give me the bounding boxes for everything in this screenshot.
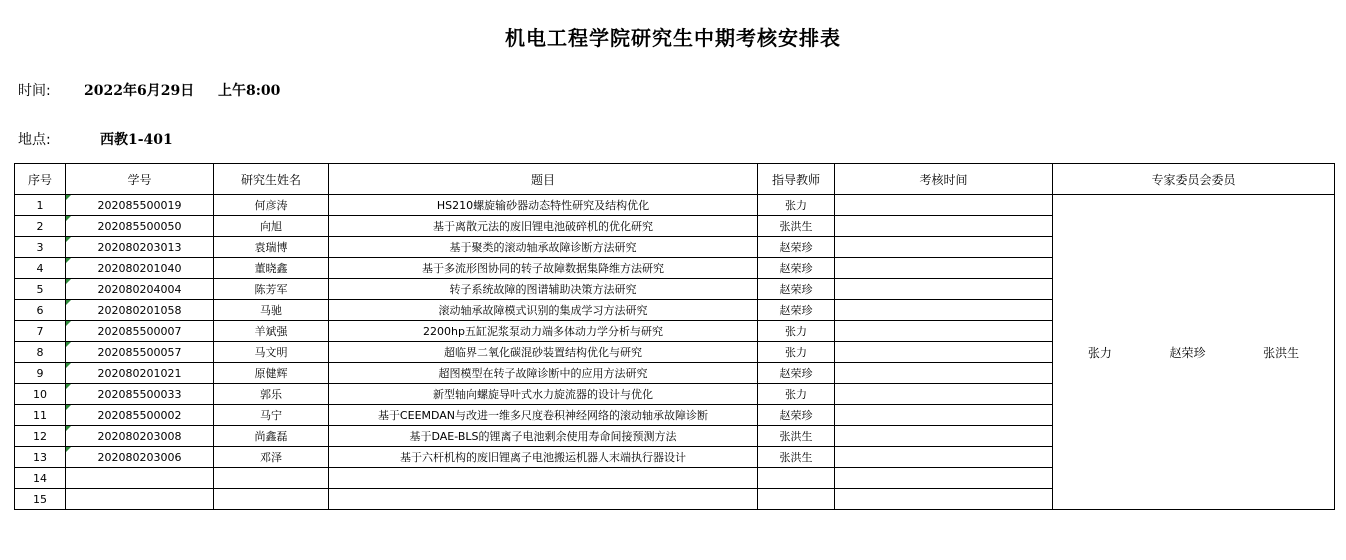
row-exam-time — [835, 363, 1053, 384]
row-advisor: 赵荣珍 — [758, 258, 835, 279]
row-index: 13 — [15, 447, 66, 468]
committee-member: 赵荣珍 — [1169, 345, 1206, 360]
row-topic — [329, 489, 758, 510]
row-exam-time — [835, 279, 1053, 300]
row-topic: 超临界二氧化碳混砂装置结构优化与研究 — [329, 342, 758, 363]
header-index: 序号 — [15, 164, 66, 195]
row-student-id: 202080204004 — [66, 279, 214, 300]
row-exam-time — [835, 384, 1053, 405]
row-student-name: 马宁 — [214, 405, 329, 426]
committee-cell — [1053, 195, 1335, 510]
row-student-id: 202080203008 — [66, 426, 214, 447]
page-title: 机电工程学院研究生中期考核安排表 — [505, 26, 841, 50]
row-student-id: 202080203006 — [66, 447, 214, 468]
row-index: 3 — [15, 237, 66, 258]
row-student-name: 原健辉 — [214, 363, 329, 384]
header-exam-time: 考核时间 — [835, 164, 1053, 195]
row-advisor: 张洪生 — [758, 447, 835, 468]
row-exam-time — [835, 300, 1053, 321]
row-index: 6 — [15, 300, 66, 321]
row-student-name: 陈芳军 — [214, 279, 329, 300]
row-index: 9 — [15, 363, 66, 384]
row-topic: 基于聚类的滚动轴承故障诊断方法研究 — [329, 237, 758, 258]
row-topic: 超图模型在转子故障诊断中的应用方法研究 — [329, 363, 758, 384]
row-student-name: 董晓鑫 — [214, 258, 329, 279]
row-index: 5 — [15, 279, 66, 300]
row-student-name: 邓泽 — [214, 447, 329, 468]
row-advisor: 赵荣珍 — [758, 300, 835, 321]
time-date: 2022年6月29日 — [84, 83, 195, 99]
place-line — [0, 129, 400, 149]
header-topic: 题目 — [329, 164, 758, 195]
row-index: 14 — [15, 468, 66, 489]
row-index: 4 — [15, 258, 66, 279]
row-topic: 基于CEEMDAN与改进一维多尺度卷积神经网络的滚动轴承故障诊断 — [329, 405, 758, 426]
row-topic — [329, 468, 758, 489]
row-topic: HS210螺旋输砂器动态特性研究及结构优化 — [329, 195, 758, 216]
row-topic: 基于多流形图协同的转子故障数据集降维方法研究 — [329, 258, 758, 279]
row-index: 1 — [15, 195, 66, 216]
row-exam-time — [835, 426, 1053, 447]
row-advisor: 张力 — [758, 384, 835, 405]
row-index: 8 — [15, 342, 66, 363]
row-advisor: 张力 — [758, 342, 835, 363]
row-exam-time — [835, 468, 1053, 489]
row-index: 11 — [15, 405, 66, 426]
table-row — [15, 195, 1335, 216]
row-advisor — [758, 468, 835, 489]
row-student-id — [66, 489, 214, 510]
row-topic: 新型轴向螺旋导叶式水力旋流器的设计与优化 — [329, 384, 758, 405]
row-student-name: 何彦涛 — [214, 195, 329, 216]
row-student-id: 202085500057 — [66, 342, 214, 363]
row-topic: 2200hp五缸泥浆泵动力端多体动力学分析与研究 — [329, 321, 758, 342]
row-student-id: 202085500050 — [66, 216, 214, 237]
row-topic: 滚动轴承故障模式识别的集成学习方法研究 — [329, 300, 758, 321]
row-student-name: 马文明 — [214, 342, 329, 363]
row-student-id: 202080201021 — [66, 363, 214, 384]
row-student-name: 尚鑫磊 — [214, 426, 329, 447]
row-student-id: 202080201040 — [66, 258, 214, 279]
row-advisor: 赵荣珍 — [758, 279, 835, 300]
committee-member: 张力 — [1087, 345, 1112, 360]
row-student-id — [66, 468, 214, 489]
row-advisor — [758, 489, 835, 510]
place-label: 地点: — [18, 132, 51, 148]
row-student-id: 202085500007 — [66, 321, 214, 342]
row-student-id: 202085500033 — [66, 384, 214, 405]
time-label: 时间: — [18, 83, 51, 99]
row-student-name: 马驰 — [214, 300, 329, 321]
row-topic: 基于DAE-BLS的锂离子电池剩余使用寿命间接预测方法 — [329, 426, 758, 447]
row-advisor: 张洪生 — [758, 426, 835, 447]
row-student-id: 202085500019 — [66, 195, 214, 216]
row-index: 2 — [15, 216, 66, 237]
row-student-id: 202080203013 — [66, 237, 214, 258]
header-advisor: 指导教师 — [758, 164, 835, 195]
row-student-name: 郭乐 — [214, 384, 329, 405]
header-student-id: 学号 — [66, 164, 214, 195]
row-student-name — [214, 489, 329, 510]
row-student-name: 向旭 — [214, 216, 329, 237]
row-advisor: 赵荣珍 — [758, 237, 835, 258]
time-hour: 上午8:00 — [218, 83, 281, 99]
row-advisor: 张洪生 — [758, 216, 835, 237]
header-committee: 专家委员会委员 — [1053, 164, 1335, 195]
row-exam-time — [835, 405, 1053, 426]
header-row — [15, 164, 1335, 195]
committee-member: 张洪生 — [1263, 345, 1300, 360]
row-exam-time — [835, 195, 1053, 216]
row-student-name: 袁瑞博 — [214, 237, 329, 258]
row-advisor: 张力 — [758, 195, 835, 216]
row-exam-time — [835, 342, 1053, 363]
row-advisor: 张力 — [758, 321, 835, 342]
row-advisor: 赵荣珍 — [758, 405, 835, 426]
row-exam-time — [835, 321, 1053, 342]
time-line — [0, 80, 400, 100]
row-exam-time — [835, 216, 1053, 237]
row-exam-time — [835, 237, 1053, 258]
row-student-id: 202085500002 — [66, 405, 214, 426]
row-student-name — [214, 468, 329, 489]
row-topic: 基于离散元法的废旧锂电池破碎机的优化研究 — [329, 216, 758, 237]
row-exam-time — [835, 258, 1053, 279]
row-student-id: 202080201058 — [66, 300, 214, 321]
place-value: 西教1-401 — [100, 132, 173, 148]
header-student-name: 研究生姓名 — [214, 164, 329, 195]
row-index: 10 — [15, 384, 66, 405]
row-index: 12 — [15, 426, 66, 447]
schedule-table — [14, 163, 1335, 510]
row-index: 15 — [15, 489, 66, 510]
row-advisor: 赵荣珍 — [758, 363, 835, 384]
row-exam-time — [835, 447, 1053, 468]
row-index: 7 — [15, 321, 66, 342]
row-student-name: 羊斌强 — [214, 321, 329, 342]
row-topic: 转子系统故障的图谱辅助决策方法研究 — [329, 279, 758, 300]
row-exam-time — [835, 489, 1053, 510]
row-topic: 基于六杆机构的废旧锂离子电池搬运机器人末端执行器设计 — [329, 447, 758, 468]
